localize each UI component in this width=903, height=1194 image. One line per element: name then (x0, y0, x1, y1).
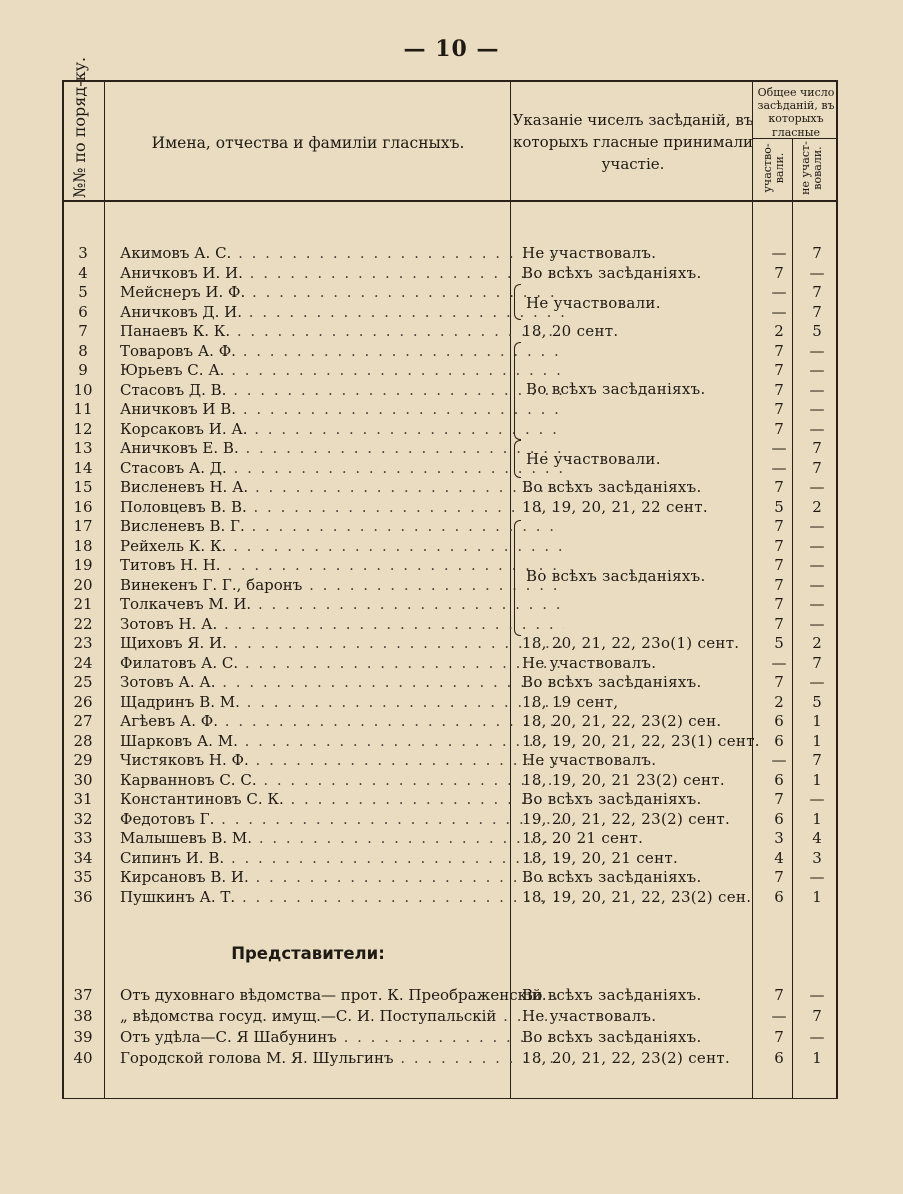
member-name: Отъ духовнаго вѣдомства— прот. К. Преображенскiй. . . . (120, 986, 564, 1004)
table-row (62, 693, 838, 712)
table-row (62, 478, 838, 497)
sessions-note: Во всѣхъ засѣданiяхъ. (522, 868, 702, 886)
participated-count: 7 (774, 517, 784, 535)
participated-count: 7 (774, 576, 784, 594)
header-bottom-border (62, 200, 838, 202)
row-number: 18 (73, 537, 93, 555)
table-row (62, 849, 838, 868)
row-number: 27 (73, 712, 93, 730)
row-number: 26 (73, 693, 93, 711)
participated-count: — (771, 439, 787, 457)
sessions-note: 18, 20, 21, 22, 23(2) сент. (522, 1049, 731, 1067)
row-number: 23 (73, 634, 93, 652)
not-participated-count: 7 (812, 751, 822, 769)
table-row (62, 790, 838, 809)
sessions-note: 18, 20, 21, 22, 23о(1) сент. (522, 634, 740, 652)
table-row (62, 498, 838, 517)
participated-count: 7 (774, 381, 784, 399)
member-name: Отъ удѣла—С. Я Шабунинъ . . . (120, 1028, 564, 1046)
not-participated-count: — (809, 264, 825, 282)
member-name: Аничковъ Д. И. . . . (120, 303, 564, 321)
participated-count: 6 (774, 888, 784, 906)
participated-count: 7 (774, 264, 784, 282)
section-title-representatives: Представители: (231, 944, 385, 963)
not-participated-count: 7 (812, 459, 822, 477)
row-number: 31 (73, 790, 93, 808)
participated-count: 2 (774, 322, 784, 340)
participated-count: 7 (774, 342, 784, 360)
sessions-note: Не участвовалъ. (522, 244, 657, 262)
table-row (62, 264, 838, 283)
row-number: 29 (73, 751, 93, 769)
member-name: Мейснеръ И. Ф. . . . (120, 283, 564, 301)
member-name: Панаевъ К. К. . . . (120, 322, 564, 340)
row-number: 30 (73, 771, 93, 789)
member-name: Карванновъ С. С. . . . (120, 771, 564, 789)
row-number: 15 (73, 478, 93, 496)
member-name: Корсаковъ И. А. . . . (120, 420, 564, 438)
participated-count: 6 (774, 1049, 784, 1067)
header-sessions: Указанiе чиселъ засѣданiй, въ которыхъ гласные принимали участiе. (512, 111, 754, 173)
row-number: 9 (78, 361, 88, 379)
sessions-note: Во всѣхъ засѣданiяхъ. (522, 1028, 702, 1046)
table-row (62, 673, 838, 692)
not-participated-count: 3 (812, 849, 822, 867)
member-name: Филатовъ А. С. . . . (120, 654, 564, 672)
table-row (62, 595, 838, 614)
participated-count: 7 (774, 1028, 784, 1046)
table-bottom-border (62, 1098, 838, 1099)
row-number: 13 (73, 439, 93, 457)
participated-count: 6 (774, 810, 784, 828)
participated-count: — (771, 459, 787, 477)
table-row (62, 751, 838, 770)
participated-count: 7 (774, 595, 784, 613)
table-row (62, 615, 838, 634)
member-name: Сипинъ И. В. . . . (120, 849, 564, 867)
member-name: Городской голова М. Я. Шульгинъ . . . (120, 1049, 564, 1067)
row-number: 17 (73, 517, 93, 535)
table-row (62, 1049, 838, 1068)
row-number: 39 (73, 1028, 93, 1046)
table-row (62, 634, 838, 653)
participated-count: 7 (774, 615, 784, 633)
header-names: Имена, отчества и фамилiи гласныхъ. (151, 134, 465, 152)
member-name: Чистяковъ Н. Ф. . . . (120, 751, 564, 769)
member-name: Федотовъ Г. . . . (120, 810, 564, 828)
group-note: Не участвовали. (526, 294, 661, 312)
participated-count: 4 (774, 849, 784, 867)
row-number: 22 (73, 615, 93, 633)
member-name: Висленевъ Н. А. . . . (120, 478, 564, 496)
not-participated-count: — (809, 576, 825, 594)
group-note-row (62, 294, 838, 313)
sessions-note: Не участвовалъ. (522, 1007, 657, 1025)
not-participated-count: 2 (812, 634, 822, 652)
sessions-note: Не участвовалъ. (522, 654, 657, 672)
participated-count: 6 (774, 712, 784, 730)
member-name: Висленевъ В. Г. . . . (120, 517, 564, 535)
row-number: 3 (78, 244, 88, 262)
row-number: 10 (73, 381, 93, 399)
participated-count: 7 (774, 400, 784, 418)
member-name: Щиховъ Я. И. . . . (120, 634, 564, 652)
sessions-note: 18, 19, 20, 21, 22, 23(1) сент. (522, 732, 760, 750)
sessions-note: Во всѣхъ засѣданiяхъ. (522, 264, 702, 282)
not-participated-count: 1 (812, 888, 822, 906)
row-number: 24 (73, 654, 93, 672)
sessions-note: Во всѣхъ засѣданiяхъ. (522, 673, 702, 691)
participated-count: — (771, 751, 787, 769)
not-participated-count: — (809, 868, 825, 886)
group-note-row (62, 450, 838, 469)
sessions-note: Во всѣхъ засѣданiяхъ. (522, 478, 702, 496)
sessions-note: 18, 20 21 сент. (522, 829, 644, 847)
row-number: 7 (78, 322, 88, 340)
table-row (62, 829, 838, 848)
row-number: 4 (78, 264, 88, 282)
not-participated-count: 2 (812, 498, 822, 516)
member-name: Товаровъ А. Ф. . . . (120, 342, 564, 360)
table-row (62, 517, 838, 536)
participated-count: 3 (774, 829, 784, 847)
sessions-note: 18, 20, 21, 22, 23(2) сен. (522, 712, 722, 730)
table-row (62, 712, 838, 731)
not-participated-count: 5 (812, 693, 822, 711)
not-participated-count: 1 (812, 732, 822, 750)
not-participated-count: 7 (812, 283, 822, 301)
table-row (62, 1007, 838, 1026)
participated-count: — (771, 244, 787, 262)
header-participated: участво-вали. (761, 143, 787, 193)
row-number: 11 (73, 400, 93, 418)
header-total-sessions: Общее число засѣданiй, въ которыхъ гласные (757, 86, 835, 139)
not-participated-count: 7 (812, 1007, 822, 1025)
not-participated-count: — (809, 615, 825, 633)
not-participated-count: 1 (812, 771, 822, 789)
row-number: 40 (73, 1049, 93, 1067)
header-not-participated: не участ-вовали. (799, 141, 825, 195)
member-name: Толкачевъ М. И. . . . (120, 595, 564, 613)
table-row (62, 986, 838, 1005)
member-name: Аничковъ И В. . . . (120, 400, 564, 418)
member-name: „ вѣдомства госуд. имущ.—С. И. Поступальскiй . . . (120, 1007, 564, 1025)
member-name: Юрьевъ С. А. . . . (120, 361, 564, 379)
sessions-note: Во всѣхъ засѣданiяхъ. (522, 790, 702, 808)
not-participated-count: — (809, 673, 825, 691)
sessions-note: 19, 20, 21, 22, 23(2) сент. (522, 810, 731, 828)
not-participated-count: — (809, 986, 825, 1004)
table-row (62, 322, 838, 341)
not-participated-count: — (809, 595, 825, 613)
table-row (62, 771, 838, 790)
table-row (62, 654, 838, 673)
group-note: Не участвовали. (526, 450, 661, 468)
member-name: Малышевъ В. М. . . . (120, 829, 564, 847)
row-number: 28 (73, 732, 93, 750)
participated-count: 7 (774, 986, 784, 1004)
not-participated-count: 7 (812, 654, 822, 672)
not-participated-count: 1 (812, 810, 822, 828)
not-participated-count: 7 (812, 303, 822, 321)
member-name: Рейхель К. К. . . . (120, 537, 564, 555)
not-participated-count: — (809, 537, 825, 555)
member-name: Шарковъ А. М. . . . (120, 732, 564, 750)
row-number: 19 (73, 556, 93, 574)
sessions-note: 18, 20 сент. (522, 322, 619, 340)
sessions-note: Не участвовалъ. (522, 751, 657, 769)
participated-count: 2 (774, 693, 784, 711)
participated-count: — (771, 654, 787, 672)
not-participated-count: — (809, 517, 825, 535)
participated-count: 7 (774, 420, 784, 438)
row-number: 32 (73, 810, 93, 828)
table-row (62, 868, 838, 887)
row-number: 34 (73, 849, 93, 867)
not-participated-count: — (809, 420, 825, 438)
not-participated-count: 7 (812, 439, 822, 457)
group-note-row (62, 380, 838, 399)
table-row (62, 420, 838, 439)
member-name: Кирсановъ В. И. . . . (120, 868, 564, 886)
participated-count: 5 (774, 498, 784, 516)
table-row (62, 361, 838, 380)
participated-count: 7 (774, 673, 784, 691)
member-name: Стасовъ А. Д. . . . (120, 459, 564, 477)
participated-count: — (771, 303, 787, 321)
group-note-row (62, 567, 838, 586)
not-participated-count: 1 (812, 1049, 822, 1067)
table-row (62, 732, 838, 751)
sessions-note: 18, 19, 20, 21, 22, 23(2) сен. (522, 888, 752, 906)
not-participated-count: — (809, 1028, 825, 1046)
page-number: — 10 — (403, 36, 500, 62)
member-name: Титовъ Н. Н. . . . (120, 556, 564, 574)
group-note: Во всѣхъ засѣданiяхъ. (526, 567, 706, 585)
member-name: Пушкинъ А. Т. . . . (120, 888, 564, 906)
member-name: Константиновъ С. К. . . . (120, 790, 564, 808)
participated-count: 5 (774, 634, 784, 652)
not-participated-count: — (809, 342, 825, 360)
sessions-note: 18, 19, 20, 21, 22 сент. (522, 498, 708, 516)
not-participated-count: — (809, 478, 825, 496)
header-number: №№ по поряд-ку. (70, 56, 89, 198)
table-row (62, 537, 838, 556)
row-number: 20 (73, 576, 93, 594)
member-name: Акимовъ А. С. . . . (120, 244, 564, 262)
participated-count: — (771, 283, 787, 301)
row-number: 6 (78, 303, 88, 321)
row-number: 25 (73, 673, 93, 691)
participated-count: — (771, 1007, 787, 1025)
member-name: Стасовъ Д. В. . . . (120, 381, 564, 399)
member-name: Половцевъ В. В. . . . (120, 498, 564, 516)
member-name: Аничковъ И. И. . . . (120, 264, 564, 282)
row-number: 8 (78, 342, 88, 360)
sessions-note: 18, 19, 20, 21 сент. (522, 849, 679, 867)
participated-count: 7 (774, 361, 784, 379)
not-participated-count: — (809, 361, 825, 379)
table-row (62, 342, 838, 361)
row-number: 33 (73, 829, 93, 847)
not-participated-count: 5 (812, 322, 822, 340)
participated-count: 7 (774, 556, 784, 574)
member-name: Щадринъ В. М. . . . (120, 693, 564, 711)
table-row (62, 1028, 838, 1047)
row-number: 12 (73, 420, 93, 438)
not-participated-count: 1 (812, 712, 822, 730)
not-participated-count: — (809, 790, 825, 808)
row-number: 37 (73, 986, 93, 1004)
member-name: Аничковъ Е. В. . . . (120, 439, 564, 457)
sessions-note: 18, 19, 20, 21 23(2) сент. (522, 771, 725, 789)
not-participated-count: — (809, 400, 825, 418)
participated-count: 7 (774, 790, 784, 808)
participated-count: 6 (774, 771, 784, 789)
group-note: Во всѣхъ засѣданiяхъ. (526, 380, 706, 398)
member-name: Винекенъ Г. Г., баронъ . . . (120, 576, 564, 594)
participated-count: 7 (774, 868, 784, 886)
member-name: Агѣевъ А. Ф. . . . (120, 712, 564, 730)
not-participated-count: 7 (812, 244, 822, 262)
not-participated-count: 4 (812, 829, 822, 847)
member-name: Зотовъ А. А. . . . (120, 673, 564, 691)
sessions-note: 18, 19 сент, (522, 693, 619, 711)
table-row (62, 244, 838, 263)
not-participated-count: — (809, 381, 825, 399)
member-name: Зотовъ Н. А. . . . (120, 615, 564, 633)
table-row (62, 888, 838, 907)
table-top-border (62, 80, 838, 82)
not-participated-count: — (809, 556, 825, 574)
row-number: 36 (73, 888, 93, 906)
row-number: 14 (73, 459, 93, 477)
table-row (62, 400, 838, 419)
row-number: 21 (73, 595, 93, 613)
sessions-note: Во всѣхъ засѣданiяхъ. (522, 986, 702, 1004)
row-number: 5 (78, 283, 88, 301)
table-row (62, 810, 838, 829)
participated-count: 6 (774, 732, 784, 750)
row-number: 35 (73, 868, 93, 886)
participated-count: 7 (774, 537, 784, 555)
row-number: 38 (73, 1007, 93, 1025)
row-number: 16 (73, 498, 93, 516)
participated-count: 7 (774, 478, 784, 496)
